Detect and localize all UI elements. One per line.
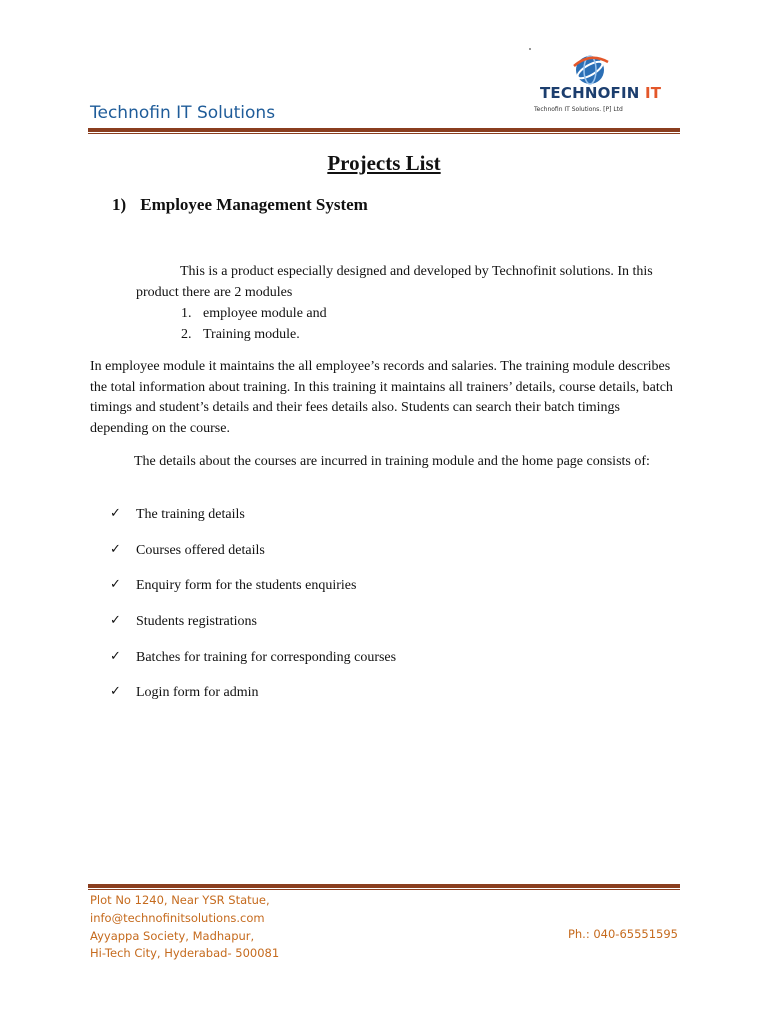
list-item — [110, 683, 396, 719]
home-page-checklist — [110, 505, 396, 719]
logo-accent: IT — [644, 84, 662, 102]
section-number: 1) — [112, 195, 127, 214]
list-item — [181, 303, 327, 324]
globe-icon — [528, 44, 668, 88]
list-text: Courses offered details — [136, 542, 265, 558]
list-text: Students registrations — [136, 614, 257, 630]
list-item — [110, 648, 396, 684]
footer-address — [90, 892, 279, 963]
section-title: Employee Management System — [140, 195, 368, 214]
header-rule — [88, 128, 680, 132]
list-text: employee module and — [203, 306, 327, 321]
footer-rule — [88, 884, 680, 888]
list-item — [110, 541, 396, 577]
header-rule-thin — [88, 133, 680, 134]
company-name: Technofin IT Solutions — [90, 103, 276, 123]
courses-paragraph: The details about the courses are incurred in training module and the home page consists of: — [134, 454, 650, 469]
module-list — [181, 303, 327, 345]
company-logo — [528, 44, 668, 116]
footer-address-line: Hi-Tech City, Hyderabad- 500081 — [90, 946, 280, 961]
list-text: Login form for admin — [136, 685, 259, 701]
checkmark-icon: ✓ — [110, 613, 121, 629]
list-text: Training module. — [203, 327, 300, 342]
checkmark-icon: ✓ — [110, 684, 121, 700]
logo-name: TECHNOFIN — [540, 84, 640, 102]
list-number: 1. — [181, 306, 192, 321]
checkmark-icon: ✓ — [110, 577, 121, 593]
list-item — [110, 612, 396, 648]
section-heading — [112, 195, 368, 215]
footer-address-line: Ayyappa Society, Madhapur, — [90, 928, 255, 943]
list-item — [181, 324, 327, 345]
checkmark-icon: ✓ — [110, 506, 121, 521]
footer-rule-thin — [88, 889, 680, 890]
footer-address-line: Plot No 1240, Near YSR Statue, — [90, 893, 270, 907]
checkmark-icon: ✓ — [110, 541, 121, 557]
footer-phone: Ph.: 040-65551595 — [567, 927, 678, 941]
module-description-paragraph: In employee module it maintains the all employee’s records and salaries. The training module describes the total information about training. In this training it maintains all trainers’ details, course details, batch timings and student’s details and their fees details also. Students can search their batch timings depending on the course. — [90, 359, 673, 436]
logo-wordmark — [540, 84, 661, 102]
footer-email[interactable]: info@technofinitsolutions.com — [90, 910, 265, 925]
list-text: Batches for training for corresponding courses — [136, 649, 397, 665]
page-title: Projects List — [327, 151, 441, 175]
logo-tagline: Technofin IT Solutions. [P] Ltd — [534, 106, 623, 113]
intro-paragraph: This is a product especially designed and developed by Technofinit solutions. In this product there are 2 modules — [136, 264, 653, 300]
list-item — [110, 505, 396, 541]
list-text: Enquiry form for the students enquiries — [136, 578, 357, 594]
list-number: 2. — [181, 327, 192, 342]
list-item — [110, 576, 396, 612]
checkmark-icon: ✓ — [110, 648, 121, 664]
list-text: The training details — [136, 507, 245, 522]
